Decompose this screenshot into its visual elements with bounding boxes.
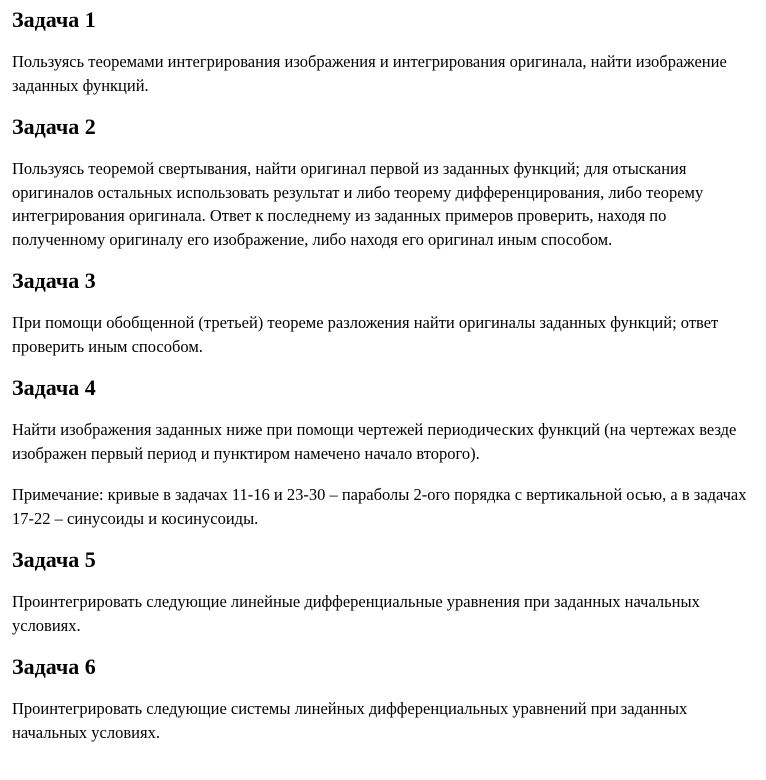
task-2-paragraph: Пользуясь теоремой свертывания, найти оригинал первой из заданных функций; для отыскания оригиналов остальных использовать результат и либо теорему дифференцирования, либо теорему интегрирования оригинала. Ответ к последнему из заданных примеров проверить, находя по полученному оригиналу его изображение, либо находя его оригинал иным способом. — [12, 159, 704, 249]
task-3-heading: Задача 3 — [12, 268, 96, 293]
task-1-heading: Задача 1 — [12, 7, 96, 32]
document-page — [0, 8, 766, 780]
task-1-paragraph: Пользуясь теоремами интегрирования изображения и интегрирования оригинала, найти изображение заданных функций. — [12, 52, 727, 95]
task-4-heading: Задача 4 — [12, 375, 96, 400]
task-4-paragraph: Найти изображения заданных ниже при помощи чертежей периодических функций (на чертежах везде изображен первый период и пунктиром намечено начало второго). — [12, 420, 737, 463]
task-2-heading: Задача 2 — [12, 114, 96, 139]
task-4-note-paragraph: Примечание: кривые в задачах 11-16 и 23-30 – параболы 2-ого порядка с вертикальной осью, а в задачах 17-22 – синусоиды и косинусоиды. — [12, 485, 747, 528]
task-5-paragraph: Проинтегрировать следующие линейные дифференциальные уравнения при заданных начальных условиях. — [12, 592, 700, 635]
task-5-heading: Задача 5 — [12, 547, 96, 572]
task-3-paragraph: При помощи обобщенной (третьей) теореме разложения найти оригиналы заданных функций; ответ проверить иным способом. — [12, 313, 719, 356]
task-6-heading: Задача 6 — [12, 654, 96, 679]
task-6-paragraph: Проинтегрировать следующие системы линейных дифференциальных уравнений при заданных начальных условиях. — [12, 699, 688, 742]
